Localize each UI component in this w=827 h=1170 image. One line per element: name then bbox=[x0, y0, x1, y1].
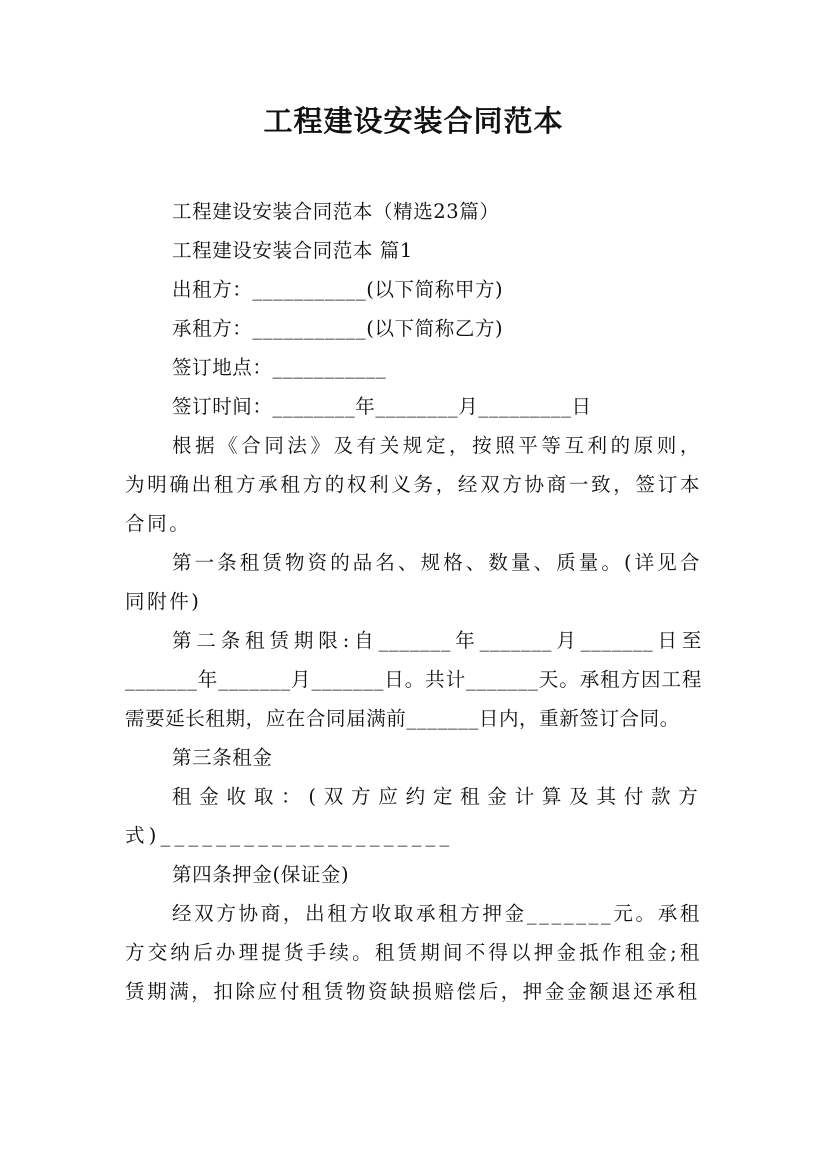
paragraph-signing-date: 签订时间：________年________月_________日 bbox=[172, 395, 592, 418]
paragraph-lessor: 出租方：___________(以下简称甲方) bbox=[172, 278, 504, 301]
paragraph-section-heading: 工程建设安装合同范本 篇1 bbox=[172, 239, 413, 262]
paragraph-lessee: 承租方：___________(以下简称乙方) bbox=[172, 317, 504, 340]
paragraph-preamble: 根据《合同法》及有关规定，按照平等互利的原则，为明确出租方承租方的权利义务，经双方协商一致，签订本合同。 bbox=[125, 434, 702, 535]
document-title: 工程建设安装合同范本 bbox=[263, 104, 564, 138]
paragraph-subtitle: 工程建设安装合同范本（精选23篇） bbox=[172, 200, 500, 223]
paragraph-article-3-heading: 第三条租金 bbox=[172, 746, 273, 769]
paragraph-signing-place: 签订地点：___________ bbox=[172, 356, 387, 379]
paragraph-article-2: 第二条租赁期限:自_______年_______月_______日至_______年_______月_______日。共计_______天。承租方因工程需要延长租期，应在合同届满前_______日内，重新签订合同。 bbox=[125, 629, 702, 730]
paragraph-article-3-body: 租金收取：(双方应约定租金计算及其付款方式)_____________________ bbox=[125, 785, 702, 847]
document-body bbox=[125, 192, 702, 1011]
paragraph-article-4-heading: 第四条押金(保证金) bbox=[172, 863, 350, 886]
paragraph-article-4-body: 经双方协商，出租方收取承租方押金_______元。承租方交纳后办理提货手续。租赁期间不得以押金抵作租金;租赁期满，扣除应付租赁物资缺损赔偿后，押金金额退还承租 bbox=[125, 902, 702, 1003]
paragraph-article-1: 第一条租赁物资的品名、规格、数量、质量。(详见合同附件) bbox=[125, 551, 702, 613]
